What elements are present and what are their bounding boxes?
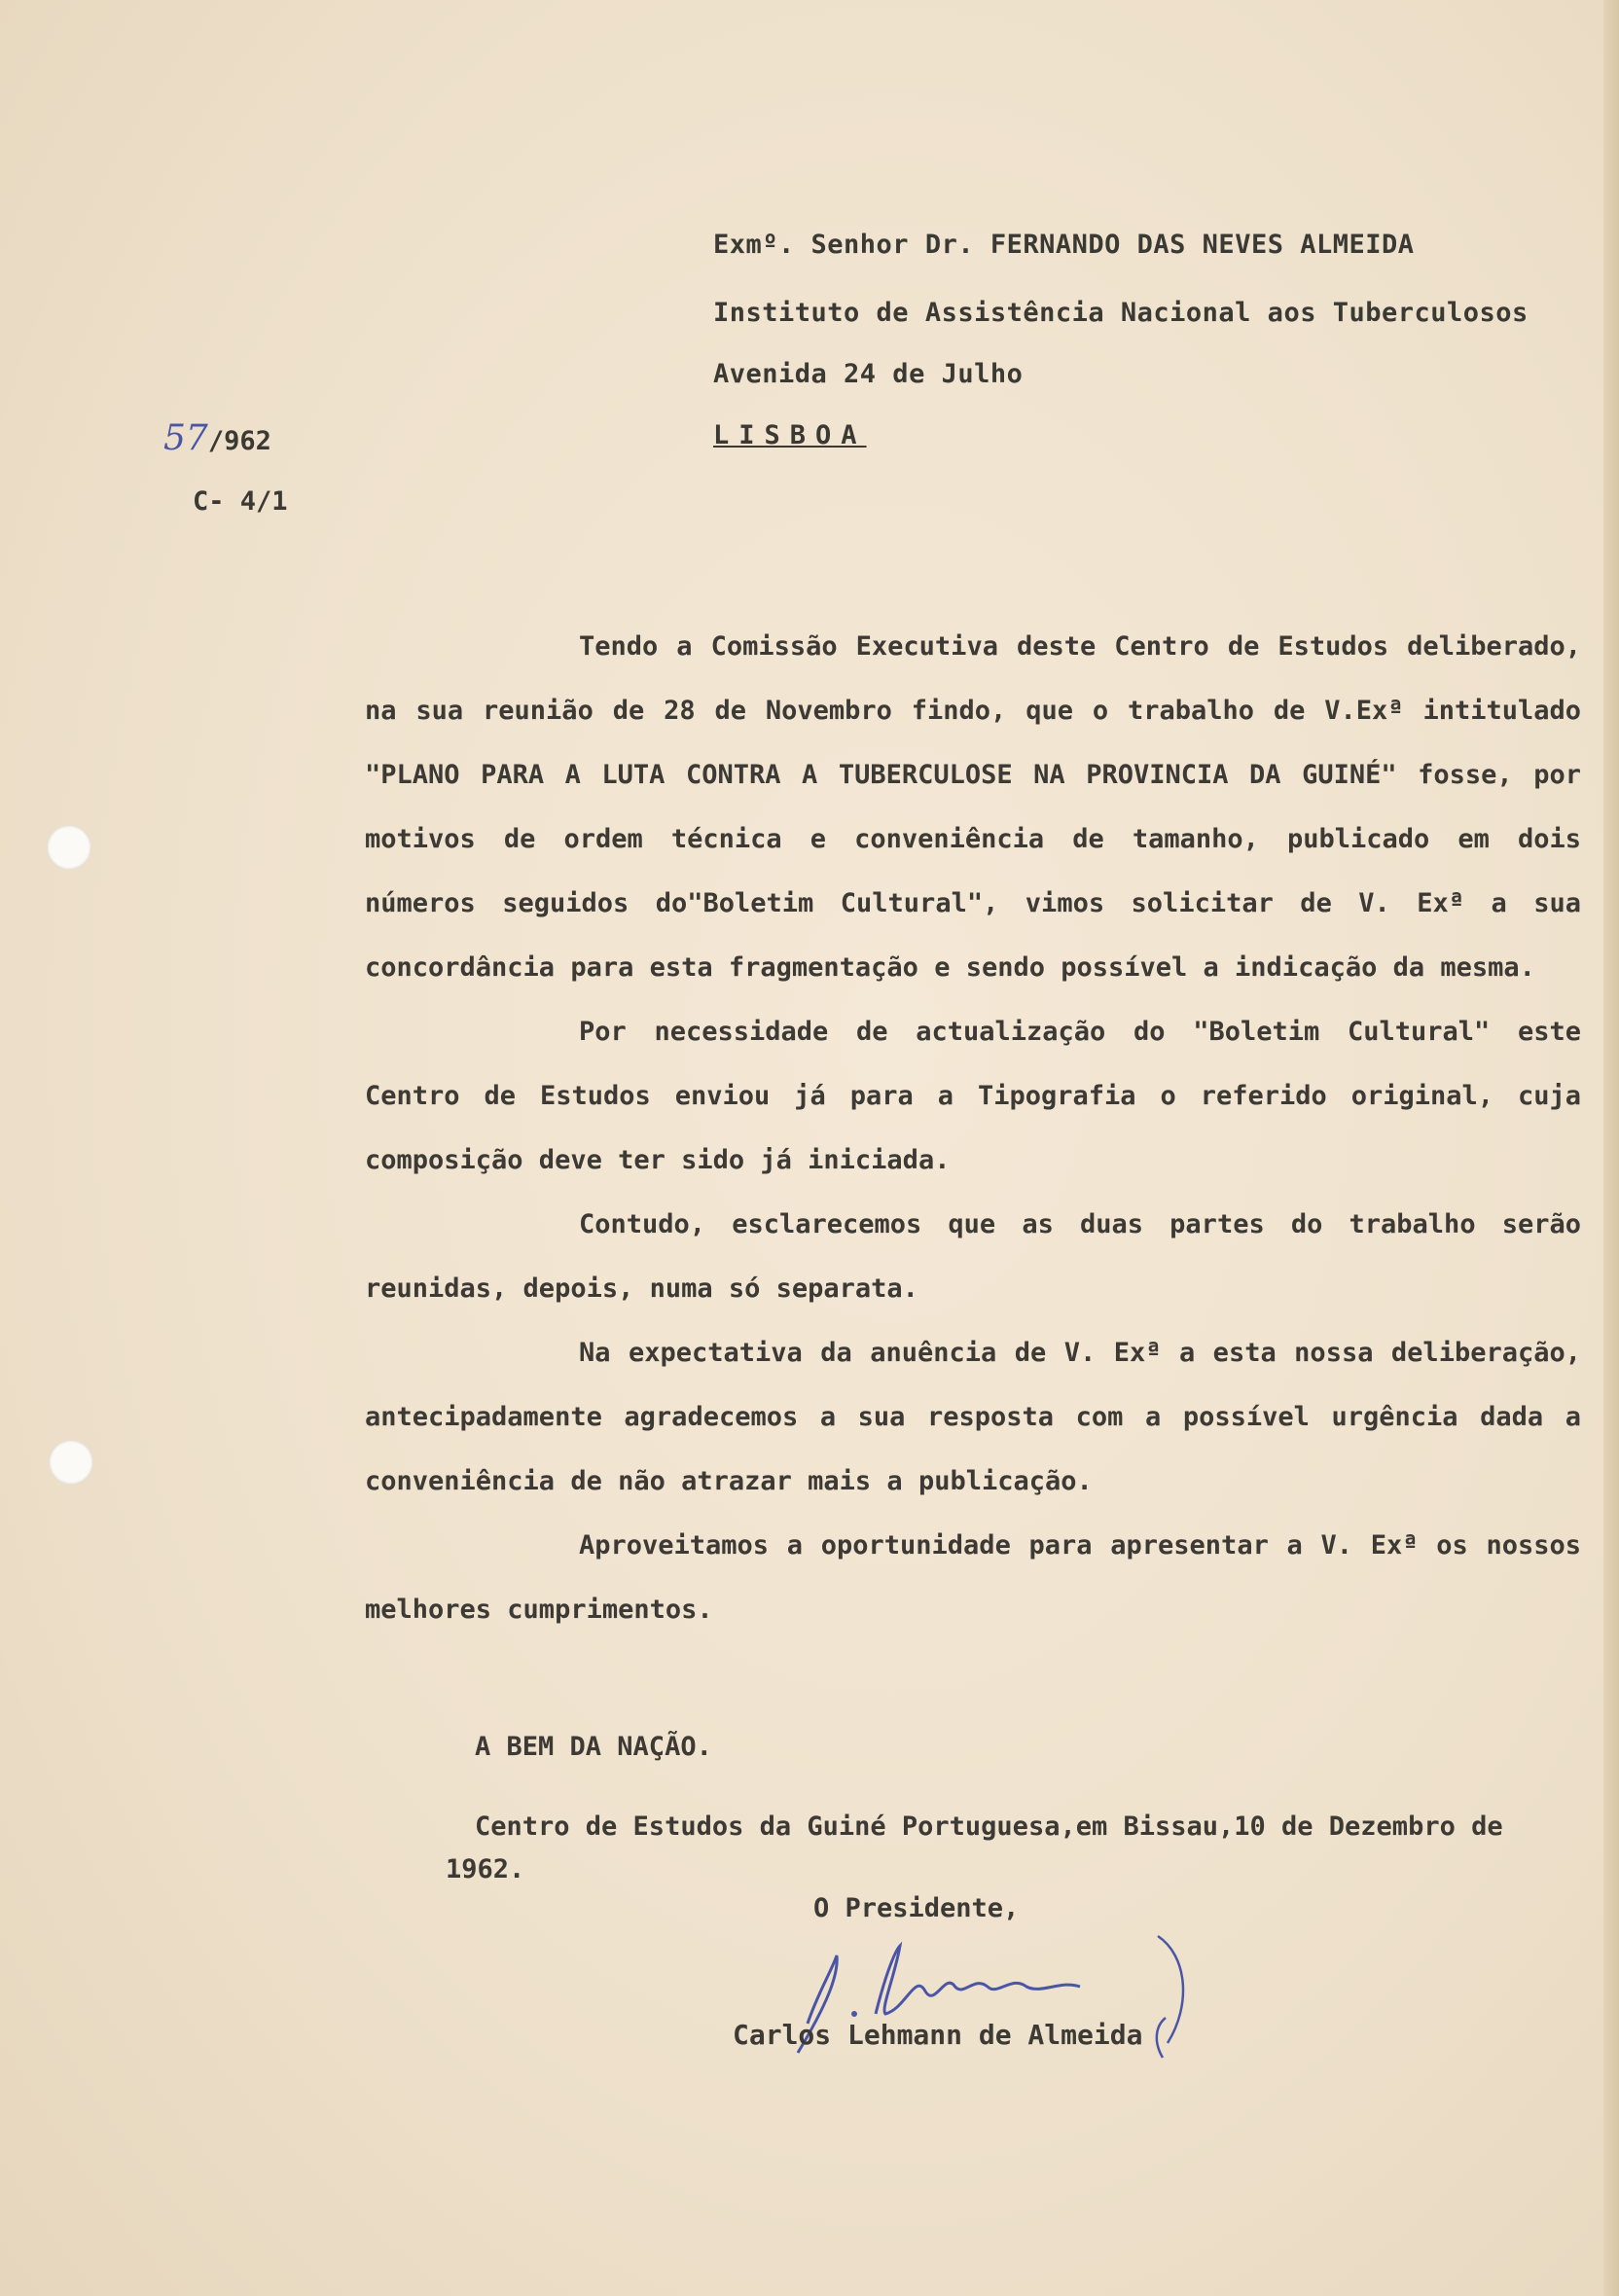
reference-number-handwritten: 57 [163, 418, 208, 458]
body-paragraph: Na expectativa da anuência de V. Exª a esta nossa deliberação, antecipadamente agradecemos a sua resposta com a possível urgência dada a conveniência de não atrazar mais a publicação. [365, 1338, 1581, 1496]
body-paragraph: Contudo, esclarecemos que as duas partes do trabalho serão reunidas, depois, numa só separata. [365, 1209, 1581, 1304]
closing-place-date: Centro de Estudos da Guiné Portuguesa,em Bissau,10 de Dezembro de [475, 1812, 1503, 1842]
closing-motto: A BEM DA NAÇÃO. [475, 1732, 712, 1762]
punch-hole-bottom [49, 1440, 93, 1485]
closing-year: 1962. [446, 1854, 525, 1884]
recipient-salutation: Exmº. Senhor Dr. [713, 230, 975, 260]
signatory-name: Carlos Lehmann de Almeida [733, 2019, 1143, 2051]
closing-role: O Presidente, [813, 1893, 1020, 1923]
recipient-institution: Instituto de Assistência Nacional aos Tuberculosos [713, 298, 1529, 328]
punch-hole-top [47, 825, 91, 870]
recipient-salutation-line [713, 230, 1415, 260]
reference-number [163, 418, 271, 458]
letter-body [365, 615, 1581, 1642]
body-paragraph: Aproveitamos a oportunidade para apresentar a V. Exª os nossos melhores cumprimentos. [365, 1530, 1581, 1625]
body-paragraph: Por necessidade de actualização do "Boletim Cultural" este Centro de Estudos enviou já para a Tipografia o referido original, cuja composição deve ter sido já iniciada. [365, 1017, 1581, 1175]
recipient-street: Avenida 24 de Julho [713, 359, 1024, 389]
recipient-name: FERNANDO DAS NEVES ALMEIDA [989, 230, 1415, 260]
paper-edge [1603, 0, 1619, 2296]
reference-code: C- 4/1 [193, 486, 288, 517]
recipient-city: LISBOA [713, 420, 867, 450]
body-paragraph: Tendo a Comissão Executiva deste Centro de Estudos deliberado, na sua reunião de 28 de Novembro findo, que o trabalho de V.Exª intitulado "PLANO PARA A LUTA CONTRA A TUBERCULOSE NA PROVINCIA DA GUINÉ" fosse, por motivos de ordem técnica e conveniência de tamanho, publicado em dois números seguidos do"Boletim Cultural", vimos solicitar de V. Exª a sua concordância para esta fragmentação e sendo possível a indicação da mesma. [365, 631, 1581, 983]
reference-year: /962 [207, 426, 271, 456]
